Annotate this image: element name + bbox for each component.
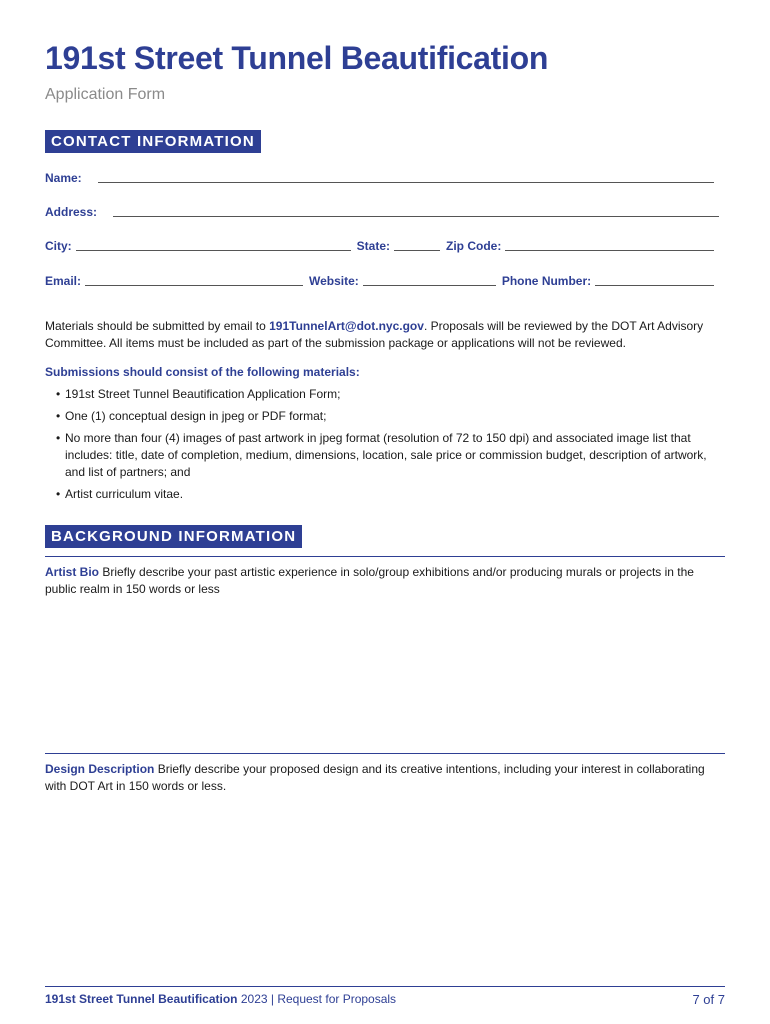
address-row [45,204,725,219]
divider [45,753,725,754]
design-description-prompt [45,761,725,795]
materials-list [56,386,726,508]
instructions-text-after: . Proposals will be reviewed by the DOT Art Advisory Committee. All items must be included as part of the submission package or applications will not be reviewed. [45,319,704,350]
website-field[interactable] [363,273,496,286]
state-field[interactable] [394,238,440,251]
divider [45,556,725,557]
design-description-text: Briefly describe your proposed design and its creative intentions, including your interest in collaborating with DOT Art in 150 words or less. [45,762,705,793]
website-label: Website: [309,274,359,288]
footer-document-title [45,992,396,1006]
name-label: Name: [45,171,82,185]
list-item: • 191st Street Tunnel Beautification Application Form; [56,386,726,403]
list-item: • Artist curriculum vitae. [56,486,726,503]
address-field[interactable] [113,204,719,217]
materials-list-heading: Submissions should consist of the following materials: [45,365,360,379]
list-item: • One (1) conceptual design in jpeg or PDF format; [56,408,726,425]
instructions-text-before: Materials should be submitted by email to [45,319,270,333]
state-label: State: [356,239,391,253]
page-title: 191st Street Tunnel Beautification [45,40,549,76]
zip-field[interactable] [505,238,714,251]
artist-bio-label: Artist Bio [45,565,99,579]
city-field[interactable] [76,238,351,251]
footer-title: 191st Street Tunnel Beautification [45,992,238,1006]
phone-label: Phone Number: [501,274,592,288]
submission-email-link[interactable]: 191TunnelArt@dot.nyc.gov [269,319,424,333]
background-section-heading: BACKGROUND INFORMATION [45,525,302,548]
name-field[interactable] [98,170,714,183]
city-state-zip-row [45,238,720,253]
submission-instructions [45,318,730,352]
email-website-phone-row [45,273,720,288]
email-field[interactable] [85,273,303,286]
zip-label: Zip Code: [446,239,502,253]
design-description-input-area[interactable] [45,800,725,975]
design-description-label: Design Description [45,762,155,776]
list-item: • No more than four (4) images of past artwork in jpeg format (resolution of 72 to 150 dpi) and associated image list that includes: title, date of completion, medium, dimensions, location, sale price or commission budget, description of artwork, and list of partners; and [56,430,726,481]
address-label: Address: [45,205,98,219]
artist-bio-text: Briefly describe your past artistic experience in solo/group exhibitions and/or producing murals or projects in the public realm in 150 words or less [45,565,694,596]
artist-bio-input-area[interactable] [45,600,725,745]
page-subtitle: Application Form [45,86,166,103]
artist-bio-prompt [45,564,725,598]
page-number: 7 of 7 [692,992,725,1007]
city-label: City: [45,239,72,253]
phone-field[interactable] [595,273,714,286]
footer-subtitle: 2023 | Request for Proposals [240,992,397,1006]
footer-divider [45,986,725,987]
name-row [45,170,720,185]
contact-section-heading: CONTACT INFORMATION [45,130,261,153]
email-label: Email: [45,274,82,288]
